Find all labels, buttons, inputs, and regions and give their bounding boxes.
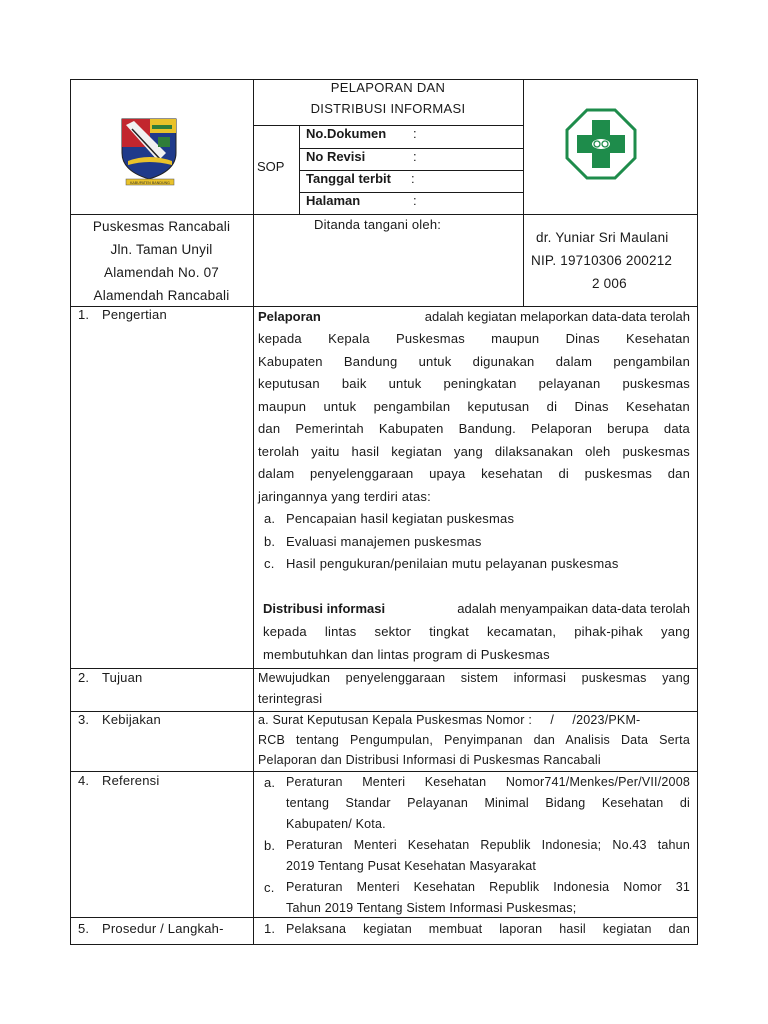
ref-b-line-2: 2019 Tentang Pusat Kesehatan Masyarakat (286, 859, 537, 873)
kebijakan-line-3: Pelaporan dan Distribusi Informasi di Puskesmas Rancabali (258, 753, 601, 767)
section-number-5: 5. (78, 921, 90, 936)
pengertian-line-6: dan Pemerintah Kabupaten Bandung. Pelaporan berupa data (258, 421, 690, 436)
pengertian-line-9: jaringannya yang terdiri atas: (258, 489, 431, 504)
field-sep-no-dokumen: : (413, 126, 417, 141)
puskesmas-cross-logo-icon (565, 108, 637, 180)
field-sep-tanggal-terbit: : (411, 171, 415, 186)
field-label-halaman: Halaman (306, 193, 361, 208)
pengertian-line-8: dalam penyelenggaraan upaya kesehatan di puskesmas dan (258, 466, 690, 481)
section-number-4: 4. (78, 773, 90, 788)
ref-marker-a: a. (264, 775, 276, 790)
distribusi-para-line1 (263, 598, 690, 620)
institution-line-4: Alamendah Rancabali (93, 288, 230, 303)
pengertian-line-4: keputusan baik untuk peningkatan pelayanan puskesmas (258, 376, 690, 391)
institution-line-1: Puskesmas Rancabali (92, 219, 231, 234)
ref-c-line-1: Peraturan Menteri Kesehatan Republik Indonesia Nomor 31 (286, 880, 690, 894)
distribusi-line-2: kepada lintas sektor tingkat kecamatan, pihak-pihak yang (263, 624, 690, 639)
ref-b-line-1: Peraturan Menteri Kesehatan Republik Indonesia; No.43 tahun (286, 838, 690, 852)
signed-by-label: Ditanda tangani oleh: (314, 217, 442, 232)
list-marker-b: b. (264, 534, 276, 549)
signer-name: dr. Yuniar Sri Maulani (536, 230, 669, 245)
section-label-tujuan: Tujuan (102, 670, 143, 685)
section-label-pengertian: Pengertian (102, 307, 167, 322)
pengertian-line-5: maupun untuk pengambilan keputusan di Dinas Kesehatan (258, 399, 690, 414)
institution-line-3: Alamendah No. 07 (103, 265, 220, 280)
section-number-3: 3. (78, 712, 90, 727)
term-distribusi-informasi: Distribusi informasi (263, 601, 386, 616)
list-marker-a: a. (264, 511, 276, 526)
section-number-1: 1. (78, 307, 90, 322)
field-label-no-dokumen: No.Dokumen (306, 126, 387, 141)
ref-marker-b: b. (264, 838, 276, 853)
section-number-2: 2. (78, 670, 90, 685)
document-title-line2: DISTRIBUSI INFORMASI (310, 101, 466, 116)
ref-a-line-3: Kabupaten/ Kota. (286, 817, 386, 831)
kabupaten-bandung-emblem-icon (118, 113, 182, 187)
tujuan-line-2: terintegrasi (258, 692, 323, 706)
pengertian-line-3: Kabupaten Bandung untuk digunakan dalam pengambilan (258, 354, 690, 369)
kebijakan-line-1: a. Surat Keputusan Kepala Puskesmas Nomor : / /2023/PKM- (258, 713, 641, 727)
section-label-kebijakan: Kebijakan (102, 712, 161, 727)
list-item-a: Pencapaian hasil kegiatan puskesmas (286, 511, 515, 526)
institution-line-2: Jln. Taman Unyil (110, 242, 213, 257)
section-label-referensi: Referensi (102, 773, 160, 788)
section-label-prosedur: Prosedur / Langkah- (102, 921, 224, 936)
ref-c-line-2: Tahun 2019 Tentang Sistem Informasi Puskesmas; (286, 901, 577, 915)
term-pelaporan: Pelaporan (258, 309, 321, 324)
ref-a-line-1: Peraturan Menteri Kesehatan Nomor741/Menkes/Per/VII/2008 (286, 775, 690, 789)
prosedur-item-1-marker: 1. (264, 921, 276, 936)
pengertian-line-2: kepada Kepala Puskesmas maupun Dinas Kesehatan (258, 331, 690, 346)
pengertian-line-7: terolah yaitu hasil kegiatan yang dilaksanakan oleh puskesmas (258, 444, 690, 459)
field-label-tanggal-terbit: Tanggal terbit (306, 171, 391, 186)
emblem-caption: KABUPATEN BANDUNG (130, 181, 170, 185)
kebijakan-line-2: RCB tentang Pengumpulan, Penyimpanan dan Analisis Data Serta (258, 733, 690, 747)
distribusi-line-3: membutuhkan dan lintas program di Puskesmas (263, 647, 550, 662)
list-marker-c: c. (264, 556, 275, 571)
prosedur-item-1-line-1: Pelaksana kegiatan membuat laporan hasil kegiatan dan (286, 922, 690, 936)
distribusi-definition-start: adalah menyampaikan data-data terolah (457, 601, 690, 616)
signer-nip-line2: 2 006 (592, 276, 627, 291)
field-sep-halaman: : (413, 193, 417, 208)
pengertian-para1-line1 (258, 306, 690, 328)
field-label-no-revisi: No Revisi (306, 149, 366, 164)
list-item-b: Evaluasi manajemen puskesmas (286, 534, 482, 549)
field-sep-no-revisi: : (413, 149, 417, 164)
ref-marker-c: c. (264, 880, 275, 895)
document-title-line1: PELAPORAN DAN (330, 80, 446, 95)
sop-label: SOP (257, 159, 285, 174)
tujuan-line-1: Mewujudkan penyelenggaraan sistem informasi puskesmas yang (258, 671, 690, 685)
signer-nip-line1: NIP. 19710306 200212 (531, 253, 673, 268)
pelaporan-definition-start: adalah kegiatan melaporkan data-data terolah (424, 309, 690, 324)
ref-a-line-2: tentang Standar Pelayanan Minimal Bidang Kesehatan di (286, 796, 690, 810)
list-item-c: Hasil pengukuran/penilaian mutu pelayanan puskesmas (286, 556, 619, 571)
